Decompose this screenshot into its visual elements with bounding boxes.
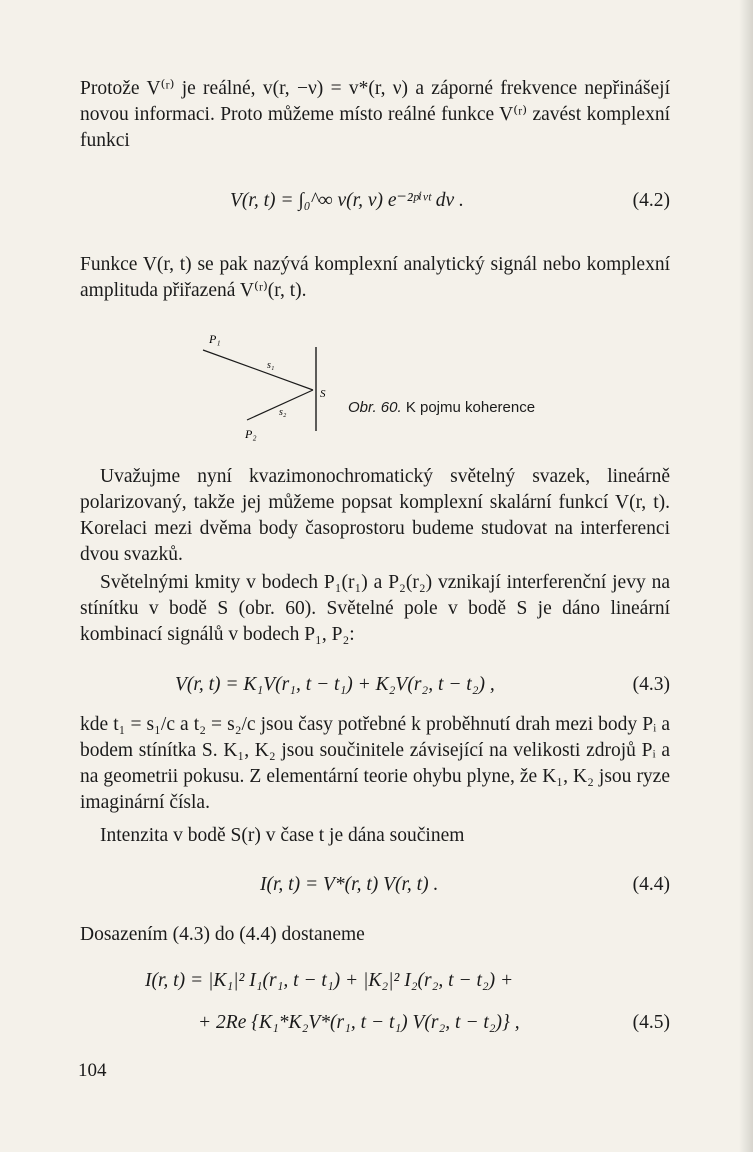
equation-number: (4.3) xyxy=(632,674,670,695)
paragraph-analytic-signal: Funkce V(r, t) se pak nazývá komplexní analytický signál nebo komplexní amplituda přiřazená V⁽ʳ⁾(r, t). xyxy=(80,254,670,301)
coherence-figure xyxy=(195,335,345,445)
equation-expression: + 2Re {K₁*K₂V*(r₁, t − t₁) V(r₂, t − t₂)} , xyxy=(198,1012,520,1033)
equation-4-2 xyxy=(80,186,670,216)
equation-4-5-line-1 xyxy=(80,966,670,996)
label-p2: P₂ xyxy=(245,427,257,441)
figure-caption-label: Obr. 60. xyxy=(348,399,402,416)
equation-number: (4.4) xyxy=(632,874,670,895)
ray-p1-to-s xyxy=(203,350,313,390)
equation-number: (4.2) xyxy=(632,190,670,211)
paragraph-substitution: Dosazením (4.3) do (4.4) dostaneme xyxy=(80,924,365,945)
label-s: S xyxy=(320,388,326,400)
equation-4-5-line-2 xyxy=(80,1008,670,1038)
paragraph-intro: Protože V⁽ʳ⁾ je reálné, v(r, −ν) = v*(r, ν) a záporné frekvence nepřinášejí novou informaci. Proto můžeme místo reálné funkce V⁽ʳ⁾ zavést komplexní funkci xyxy=(80,78,670,151)
paragraph-times: kde t₁ = s₁/c a t₂ = s₂/c jsou časy potřebné k proběhnutí drah mezi body Pᵢ a bodem stínítka S. K₁, K₂ jsou součinitele závisející na velikosti zdrojů Pᵢ a na geometrii pokusu. Z elementární teorie ohybu plyne, že K₁, K₂ jsou ryze imaginární čísla. xyxy=(80,714,670,813)
label-s2: s₂ xyxy=(279,407,287,418)
label-s1: s₁ xyxy=(267,360,275,371)
equation-4-4 xyxy=(80,870,670,900)
paragraph-intensity: Intenzita v bodě S(r) v čase t je dána součinem xyxy=(100,825,465,846)
figure-caption-text: K pojmu koherence xyxy=(405,399,536,416)
equation-4-3 xyxy=(80,670,670,700)
equation-expression: I(r, t) = V*(r, t) V(r, t) . xyxy=(260,874,439,895)
label-p1: P₁ xyxy=(209,335,221,346)
equation-expression: I(r, t) = |K₁|² I₁(r₁, t − t₁) + |K₂|² I₂(r₂, t − t₂) + xyxy=(145,970,514,991)
equation-number: (4.5) xyxy=(632,1012,670,1033)
equation-expression: V(r, t) = ∫₀^∞ v(r, ν) e⁻²ᵖⁱᵛᵗ dν . xyxy=(230,190,464,211)
equation-expression: V(r, t) = K₁V(r₁, t − t₁) + K₂V(r₂, t − t₂) , xyxy=(175,674,495,695)
paragraph-light-oscillations: Světelnými kmity v bodech P₁(r₁) a P₂(r₂) vznikají interferenční jevy na stínítku v bodě S (obr. 60). Světelné pole v bodě S je dáno lineární kombinací signálů v bodech P₁, P₂: xyxy=(80,572,670,645)
figure-caption xyxy=(348,399,535,416)
scan-edge-shadow xyxy=(739,0,753,1152)
page-number: 104 xyxy=(78,1060,107,1081)
paragraph-quasimonochromatic: Uvažujme nyní kvazimonochromatický světelný svazek, lineárně polarizovaný, takže jej můžeme popsat komplexní skalární funkcí V(r, t). Korelaci mezi dvěma body časoprostoru budeme studovat na interferenci dvou svazků. xyxy=(80,466,670,565)
